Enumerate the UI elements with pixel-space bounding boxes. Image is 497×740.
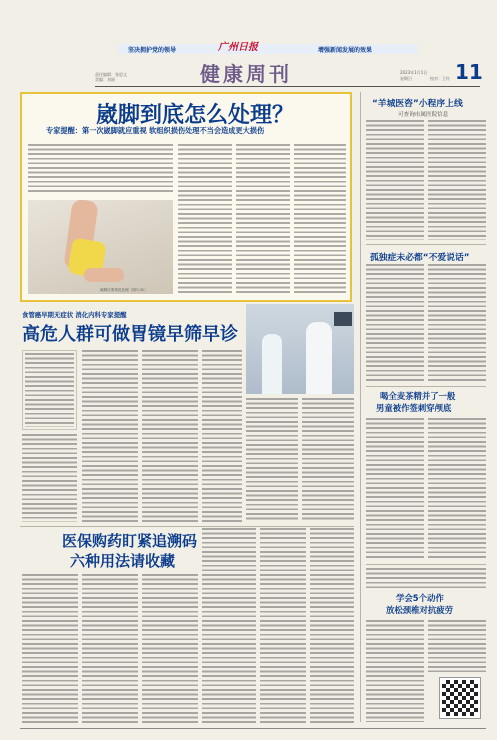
story2-intro [22, 350, 77, 430]
lead-photo-caption: 崴脚后需规范处理（图片/IC） [100, 288, 148, 292]
sidebar-item4-title-2: 放松颈椎对抗疲劳 [386, 605, 453, 615]
lead-headline: 崴脚到底怎么处理？ [96, 103, 295, 128]
masthead [0, 0, 497, 85]
page-bottom-rule [20, 728, 486, 729]
sidebar-item2-col-2 [428, 264, 486, 382]
story2-col-5 [246, 398, 298, 522]
doctor-figure-1 [262, 334, 282, 394]
sidebar-item4-title: 学会5个动作 [396, 593, 444, 603]
story2-photo [246, 304, 354, 394]
lead-col-4 [294, 144, 346, 294]
slogan-right: 增强新闻发展的效果 [318, 47, 373, 54]
sidebar-item1-col-2 [428, 120, 486, 240]
doctor-figure-2 [306, 322, 332, 394]
sidebar-rule-2 [366, 386, 486, 387]
sidebar-item3-col-2 [428, 418, 486, 560]
sidebar-item3-col-1 [366, 418, 424, 560]
story2-col-6 [302, 398, 354, 522]
sidebar-item3-col-3 [366, 568, 486, 588]
issue-info-1: 2023年1月1日 [400, 70, 428, 75]
sidebar-item4-col-1 [366, 620, 424, 722]
monitor-shape [334, 312, 352, 326]
qr-code-icon [440, 678, 480, 718]
story2-col-1 [22, 434, 77, 522]
story3-col-6 [310, 528, 354, 724]
story3-col-5 [260, 528, 306, 724]
sidebar-rule-1 [366, 244, 486, 245]
story2-col-4 [202, 350, 242, 522]
sidebar-divider [360, 92, 361, 722]
sidebar-item4-col-2 [428, 620, 486, 672]
story3-col-4 [202, 528, 256, 724]
editor-info-1: 责任编辑：张思文 [95, 72, 127, 77]
sidebar-item3-title: 喝全麦茶精并了一般 [380, 391, 456, 401]
sidebar-item1-col-1 [366, 120, 424, 240]
story2-headline: 高危人群可做胃镜早筛早诊 [22, 324, 238, 345]
story3-col-2 [82, 574, 138, 724]
sidebar-item2-title: 孤独症未必都“不爱说话” [370, 253, 470, 263]
story3-col-3 [142, 574, 198, 724]
slogan-left: 坚决拥护党的领导 [128, 47, 177, 54]
foot-shape [84, 268, 124, 282]
story2-kicker: 食管癌早期无症状 消化内科专家提醒 [22, 311, 127, 319]
story3-col-1 [22, 574, 78, 724]
masthead-rule [95, 86, 480, 87]
lead-col-2 [178, 144, 232, 294]
story2-col-3 [142, 350, 198, 522]
story3-headline-2: 六种用法请收藏 [70, 552, 176, 570]
sidebar-item2-col-1 [366, 264, 424, 382]
editor-info-2: 美编：刘丽 [95, 77, 115, 82]
newspaper-logo-icon: 广州日报 [218, 42, 258, 53]
story2-col-2 [82, 350, 138, 522]
section-title: 健康周刊 [200, 62, 292, 86]
lead-subhead: 专家提醒：第一次崴脚就应重视 软组织损伤处理不当会造成更大损伤 [46, 126, 265, 135]
sidebar-item3-title-2: 男童被作签刺穿颅底 [376, 403, 452, 413]
sidebar-rule-3 [366, 564, 486, 565]
lead-col-3 [236, 144, 290, 294]
editor-info-3: 校对：王红 [430, 76, 450, 81]
lead-intro-text [28, 144, 173, 194]
story3-headline-1: 医保购药盯紧追溯码 [62, 532, 198, 550]
story2-bottom-rule [20, 526, 354, 527]
sidebar-item1-sub: 可查询市属医院信息 [398, 112, 449, 118]
sidebar-item1-title: “羊城医咨”小程序上线 [372, 99, 463, 109]
page-number: 11 [455, 60, 483, 84]
issue-info-2: 星期日 [400, 76, 412, 81]
lead-photo [28, 200, 173, 294]
